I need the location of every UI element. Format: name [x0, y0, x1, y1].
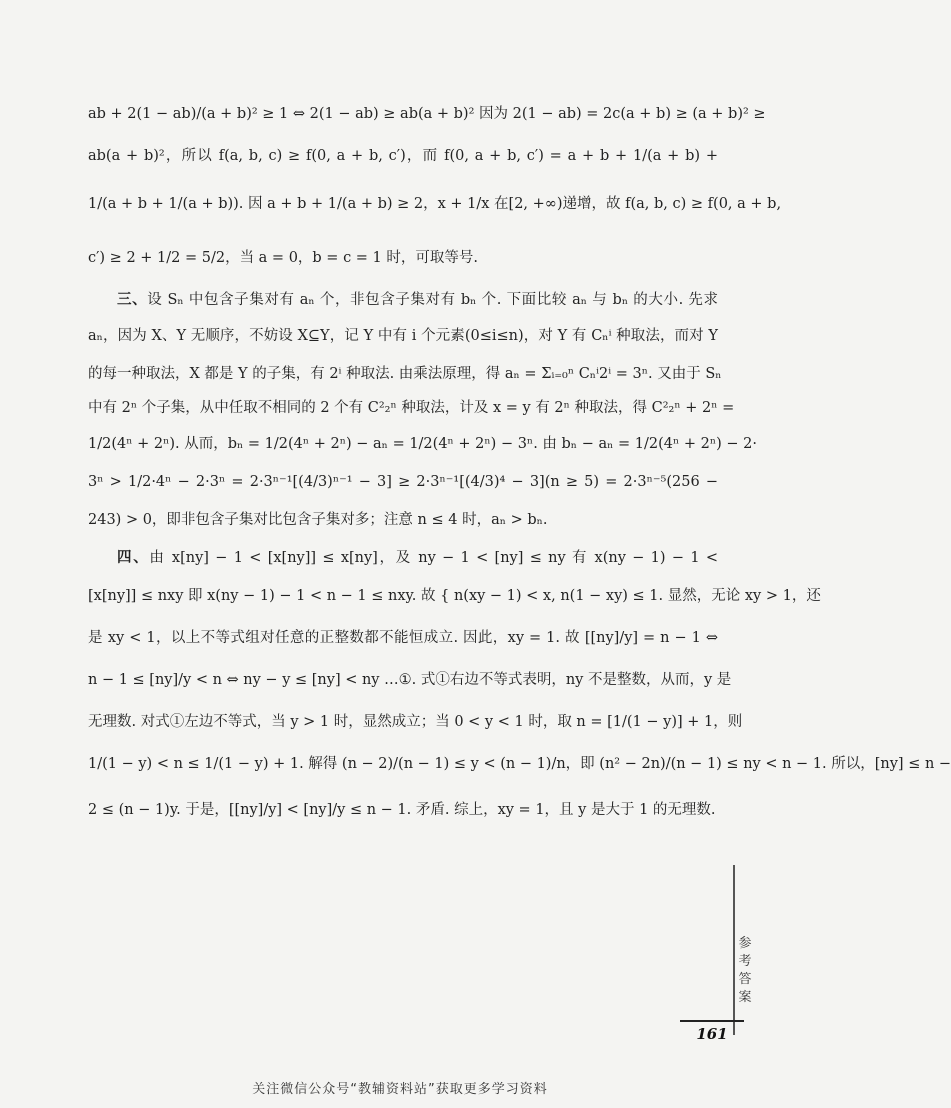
text-line: 3ⁿ > 1/2·4ⁿ − 2·3ⁿ = 2·3ⁿ⁻¹[(4/3)ⁿ⁻¹ − 3] ≥ 2·3ⁿ⁻¹[(4/3)⁴ − 3](n ≥ 5) = 2·3ⁿ⁻⁵(256 − — [88, 474, 718, 490]
text-line: 的每一种取法，X 都是 Y 的子集，有 2ⁱ 种取法. 由乘法原理，得 aₙ = Σᵢ₌₀ⁿ Cₙⁱ2ⁱ = 3ⁿ. 又由于 Sₙ — [88, 366, 722, 382]
text-line: n − 1 ≤ [ny]/y < n ⇔ ny − y ≤ [ny] < ny …①. 式①右边不等式表明，ny 不是整数，从而，y 是 — [88, 672, 732, 688]
text-line: 中有 2ⁿ 个子集，从中任取不相同的 2 个有 C²₂ⁿ 种取法，计及 x = y 有 2ⁿ 种取法，得 C²₂ⁿ + 2ⁿ = — [88, 400, 735, 416]
text-line: 是 xy < 1，以上不等式组对任意的正整数都不能恒成立. 因此，xy = 1. 故 [[ny]/y] = n − 1 ⇔ — [88, 630, 718, 646]
text-line: 2 ≤ (n − 1)y. 于是，[[ny]/y] < [ny]/y ≤ n − 1. 矛盾. 综上，xy = 1，且 y 是大于 1 的无理数. — [88, 802, 716, 818]
text-line: [x[ny]] ≤ nxy 即 x(ny − 1) − 1 < n − 1 ≤ nxy. 故 { n(xy − 1) < x, n(1 − xy) ≤ 1. 显然，无论 xy > 1，还 — [88, 588, 821, 604]
section-4-start: 四、由 x[ny] − 1 < [x[ny]] ≤ x[ny]，及 ny − 1 < [ny] ≤ ny 有 x(ny − 1) − 1 < — [117, 549, 719, 566]
text-line: c′) ≥ 2 + 1/2 = 5/2，当 a = 0，b = c = 1 时，可取等号. — [88, 250, 478, 266]
section-marker: 三、 — [117, 291, 148, 308]
text-line: 1/(1 − y) < n ≤ 1/(1 − y) + 1. 解得 (n − 2)/(n − 1) ≤ y < (n − 1)/n，即 (n² − 2n)/(n − 1) ≤ ny < n − 1. 所以，[ny] ≤ n − — [88, 756, 951, 772]
text-line: 1/(a + b + 1/(a + b)). 因 a + b + 1/(a + b) ≥ 2，x + 1/x 在[2, +∞)递增，故 f(a, b, c) ≥ f(0, a + b, — [88, 196, 782, 212]
text-line: aₙ，因为 X、Y 无顺序，不妨设 X⊆Y，记 Y 中有 i 个元素(0≤i≤n)，对 Y 有 Cₙⁱ 种取法，而对 Y — [88, 328, 718, 344]
section-3-start: 三、设 Sₙ 中包含子集对有 aₙ 个，非包含子集对有 bₙ 个. 下面比较 aₙ 与 bₙ 的大小. 先求 — [117, 291, 718, 308]
page-number: 161 — [680, 1020, 744, 1046]
text-line: 243) > 0，即非包含子集对比包含子集对多；注意 n ≤ 4 时，aₙ > bₙ. — [88, 512, 548, 528]
text-line: 无理数. 对式①左边不等式，当 y > 1 时，显然成立；当 0 < y < 1 时，取 n = [1/(1 − y)] + 1，则 — [88, 714, 743, 730]
footer-note: 关注微信公众号“教辅资料站”获取更多学习资料 — [252, 1082, 548, 1097]
side-section-label: 参考答案 — [738, 936, 752, 1005]
text-line: ab(a + b)²，所以 f(a, b, c) ≥ f(0, a + b, c′)，而 f(0, a + b, c′) = a + b + 1/(a + b) + — [88, 148, 718, 164]
section-marker: 四、 — [117, 549, 150, 566]
text-line: 1/2(4ⁿ + 2ⁿ). 从而，bₙ = 1/2(4ⁿ + 2ⁿ) − aₙ = 1/2(4ⁿ + 2ⁿ) − 3ⁿ. 由 bₙ − aₙ = 1/2(4ⁿ + 2ⁿ) − 2· — [88, 436, 757, 452]
text-line: ab + 2(1 − ab)/(a + b)² ≥ 1 ⇔ 2(1 − ab) ≥ ab(a + b)² 因为 2(1 − ab) = 2c(a + b) ≥ (a + b)² ≥ — [88, 106, 766, 122]
